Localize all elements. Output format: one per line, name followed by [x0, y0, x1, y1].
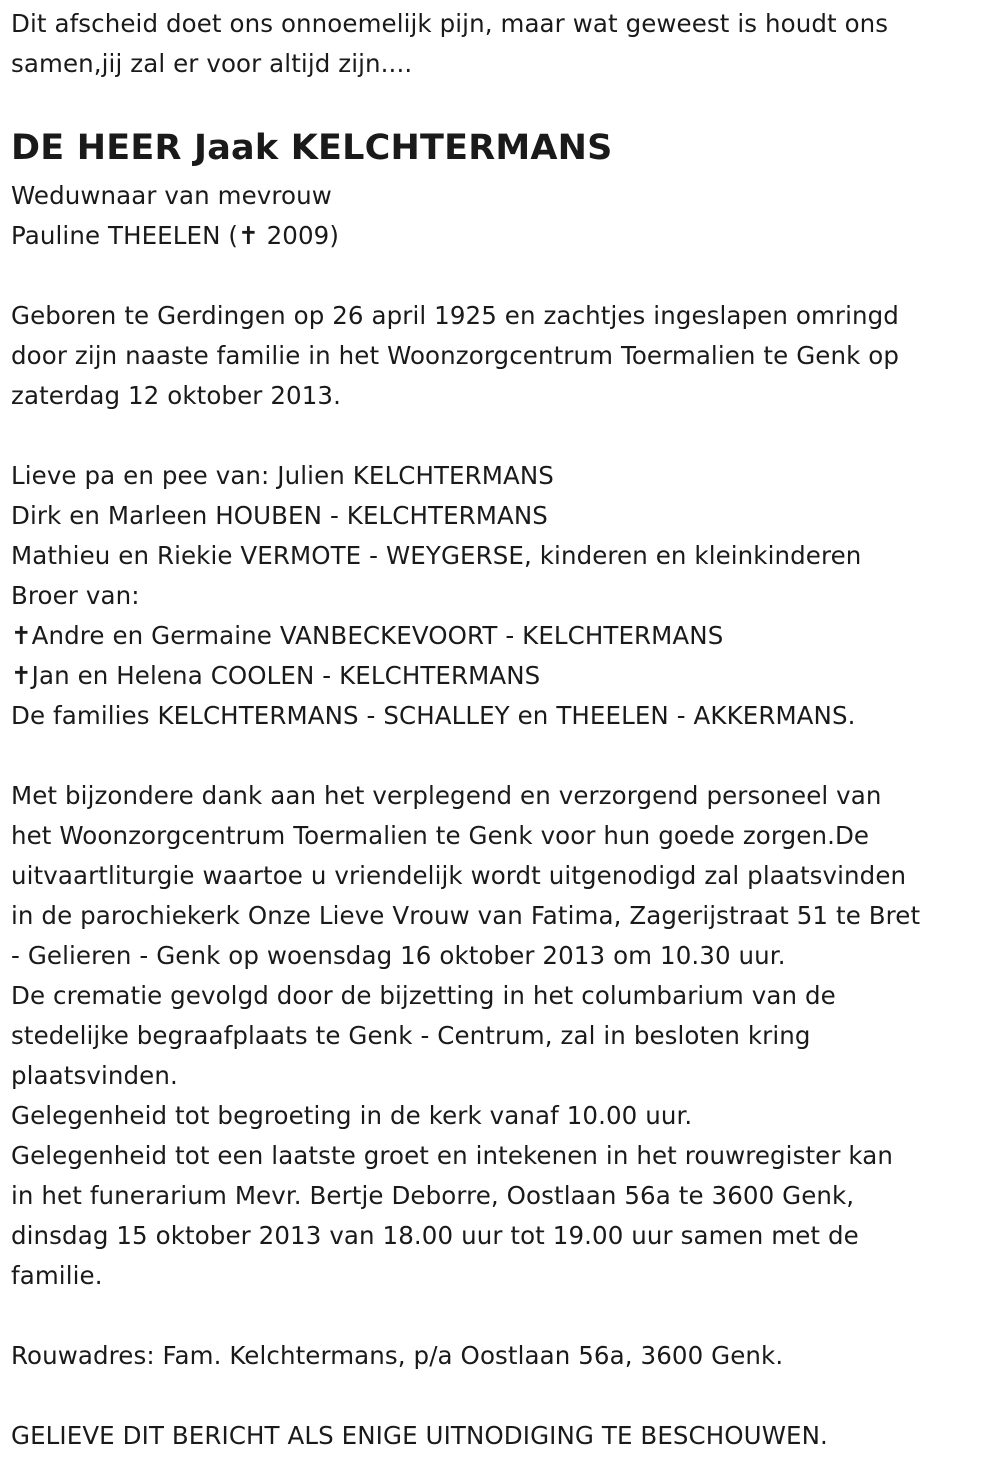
ceremony-line: Gelegenheid tot begroeting in de kerk vanaf 10.00 uur.	[11, 1101, 693, 1130]
deceased-name: DE HEER Jaak KELCHTERMANS	[11, 128, 613, 168]
spouse-suffix: 2009)	[258, 221, 340, 250]
spacer	[11, 1376, 990, 1416]
ceremony-line: - Gelieren - Genk op woensdag 16 oktober 2013 om 10.30 uur.	[11, 941, 786, 970]
cross-icon: ✝	[11, 661, 32, 690]
ceremony-line: Met bijzondere dank aan het verplegend en verzorgend personeel van	[11, 781, 882, 810]
family-line: Mathieu en Riekie VERMOTE - WEYGERSE, kinderen en kleinkinderen	[11, 541, 862, 570]
birth-death-line: zaterdag 12 oktober 2013.	[11, 381, 341, 410]
sibling-name: Jan en Helena COOLEN - KELCHTERMANS	[31, 661, 541, 690]
birth-death-line: door zijn naaste familie in het Woonzorgcentrum Toermalien te Genk op	[11, 341, 900, 370]
ceremony-line: Gelegenheid tot een laatste groet en intekenen in het rouwregister kan	[11, 1141, 893, 1170]
sibling-line	[11, 656, 990, 696]
family-line: Lieve pa en pee van: Julien KELCHTERMANS	[11, 461, 554, 490]
spacer	[11, 416, 990, 456]
mourning-address: Rouwadres: Fam. Kelchtermans, p/a Oostlaan 56a, 3600 Genk.	[11, 1341, 784, 1370]
sibling-line	[11, 616, 990, 656]
ceremony-line: familie.	[11, 1261, 103, 1290]
ceremony-line: uitvaartliturgie waartoe u vriendelijk wordt uitgenodigd zal plaatsvinden	[11, 861, 907, 890]
spacer	[11, 1296, 990, 1336]
families-line: De families KELCHTERMANS - SCHALLEY en THEELEN - AKKERMANS.	[11, 701, 856, 730]
family-line: Broer van:	[11, 581, 140, 610]
intro-line: Dit afscheid doet ons onnoemelijk pijn, maar wat geweest is houdt ons	[11, 9, 889, 38]
birth-death-line: Geboren te Gerdingen op 26 april 1925 en zachtjes ingeslapen omringd	[11, 301, 899, 330]
spouse-prefix: Pauline THEELEN (	[11, 221, 239, 250]
ceremony-line: plaatsvinden.	[11, 1061, 178, 1090]
cross-icon: ✝	[11, 621, 32, 650]
ceremony-line: in het funerarium Mevr. Bertje Deborre, Oostlaan 56a te 3600 Genk,	[11, 1181, 855, 1210]
ceremony-line: stedelijke begraafplaats te Genk - Centrum, zal in besloten kring	[11, 1021, 811, 1050]
ceremony-line: het Woonzorgcentrum Toermalien te Genk voor hun goede zorgen.De	[11, 821, 870, 850]
cross-icon: ✝	[238, 221, 259, 250]
ceremony-line: in de parochiekerk Onze Lieve Vrouw van Fatima, Zagerijstraat 51 te Bret	[11, 901, 921, 930]
ceremony-line: De crematie gevolgd door de bijzetting in het columbarium van de	[11, 981, 836, 1010]
ceremony-line: dinsdag 15 oktober 2013 van 18.00 uur tot 19.00 uur samen met de	[11, 1221, 859, 1250]
intro-line: samen,jij zal er voor altijd zijn....	[11, 49, 413, 78]
relation-line: Weduwnaar van mevrouw	[11, 181, 332, 210]
family-line: Dirk en Marleen HOUBEN - KELCHTERMANS	[11, 501, 548, 530]
spacer	[11, 736, 990, 776]
spacer	[11, 256, 990, 296]
invitation-notice: GELIEVE DIT BERICHT ALS ENIGE UITNODIGING TE BESCHOUWEN.	[11, 1421, 828, 1450]
sibling-name: Andre en Germaine VANBECKEVOORT - KELCHTERMANS	[31, 621, 724, 650]
spouse-line	[11, 216, 990, 256]
